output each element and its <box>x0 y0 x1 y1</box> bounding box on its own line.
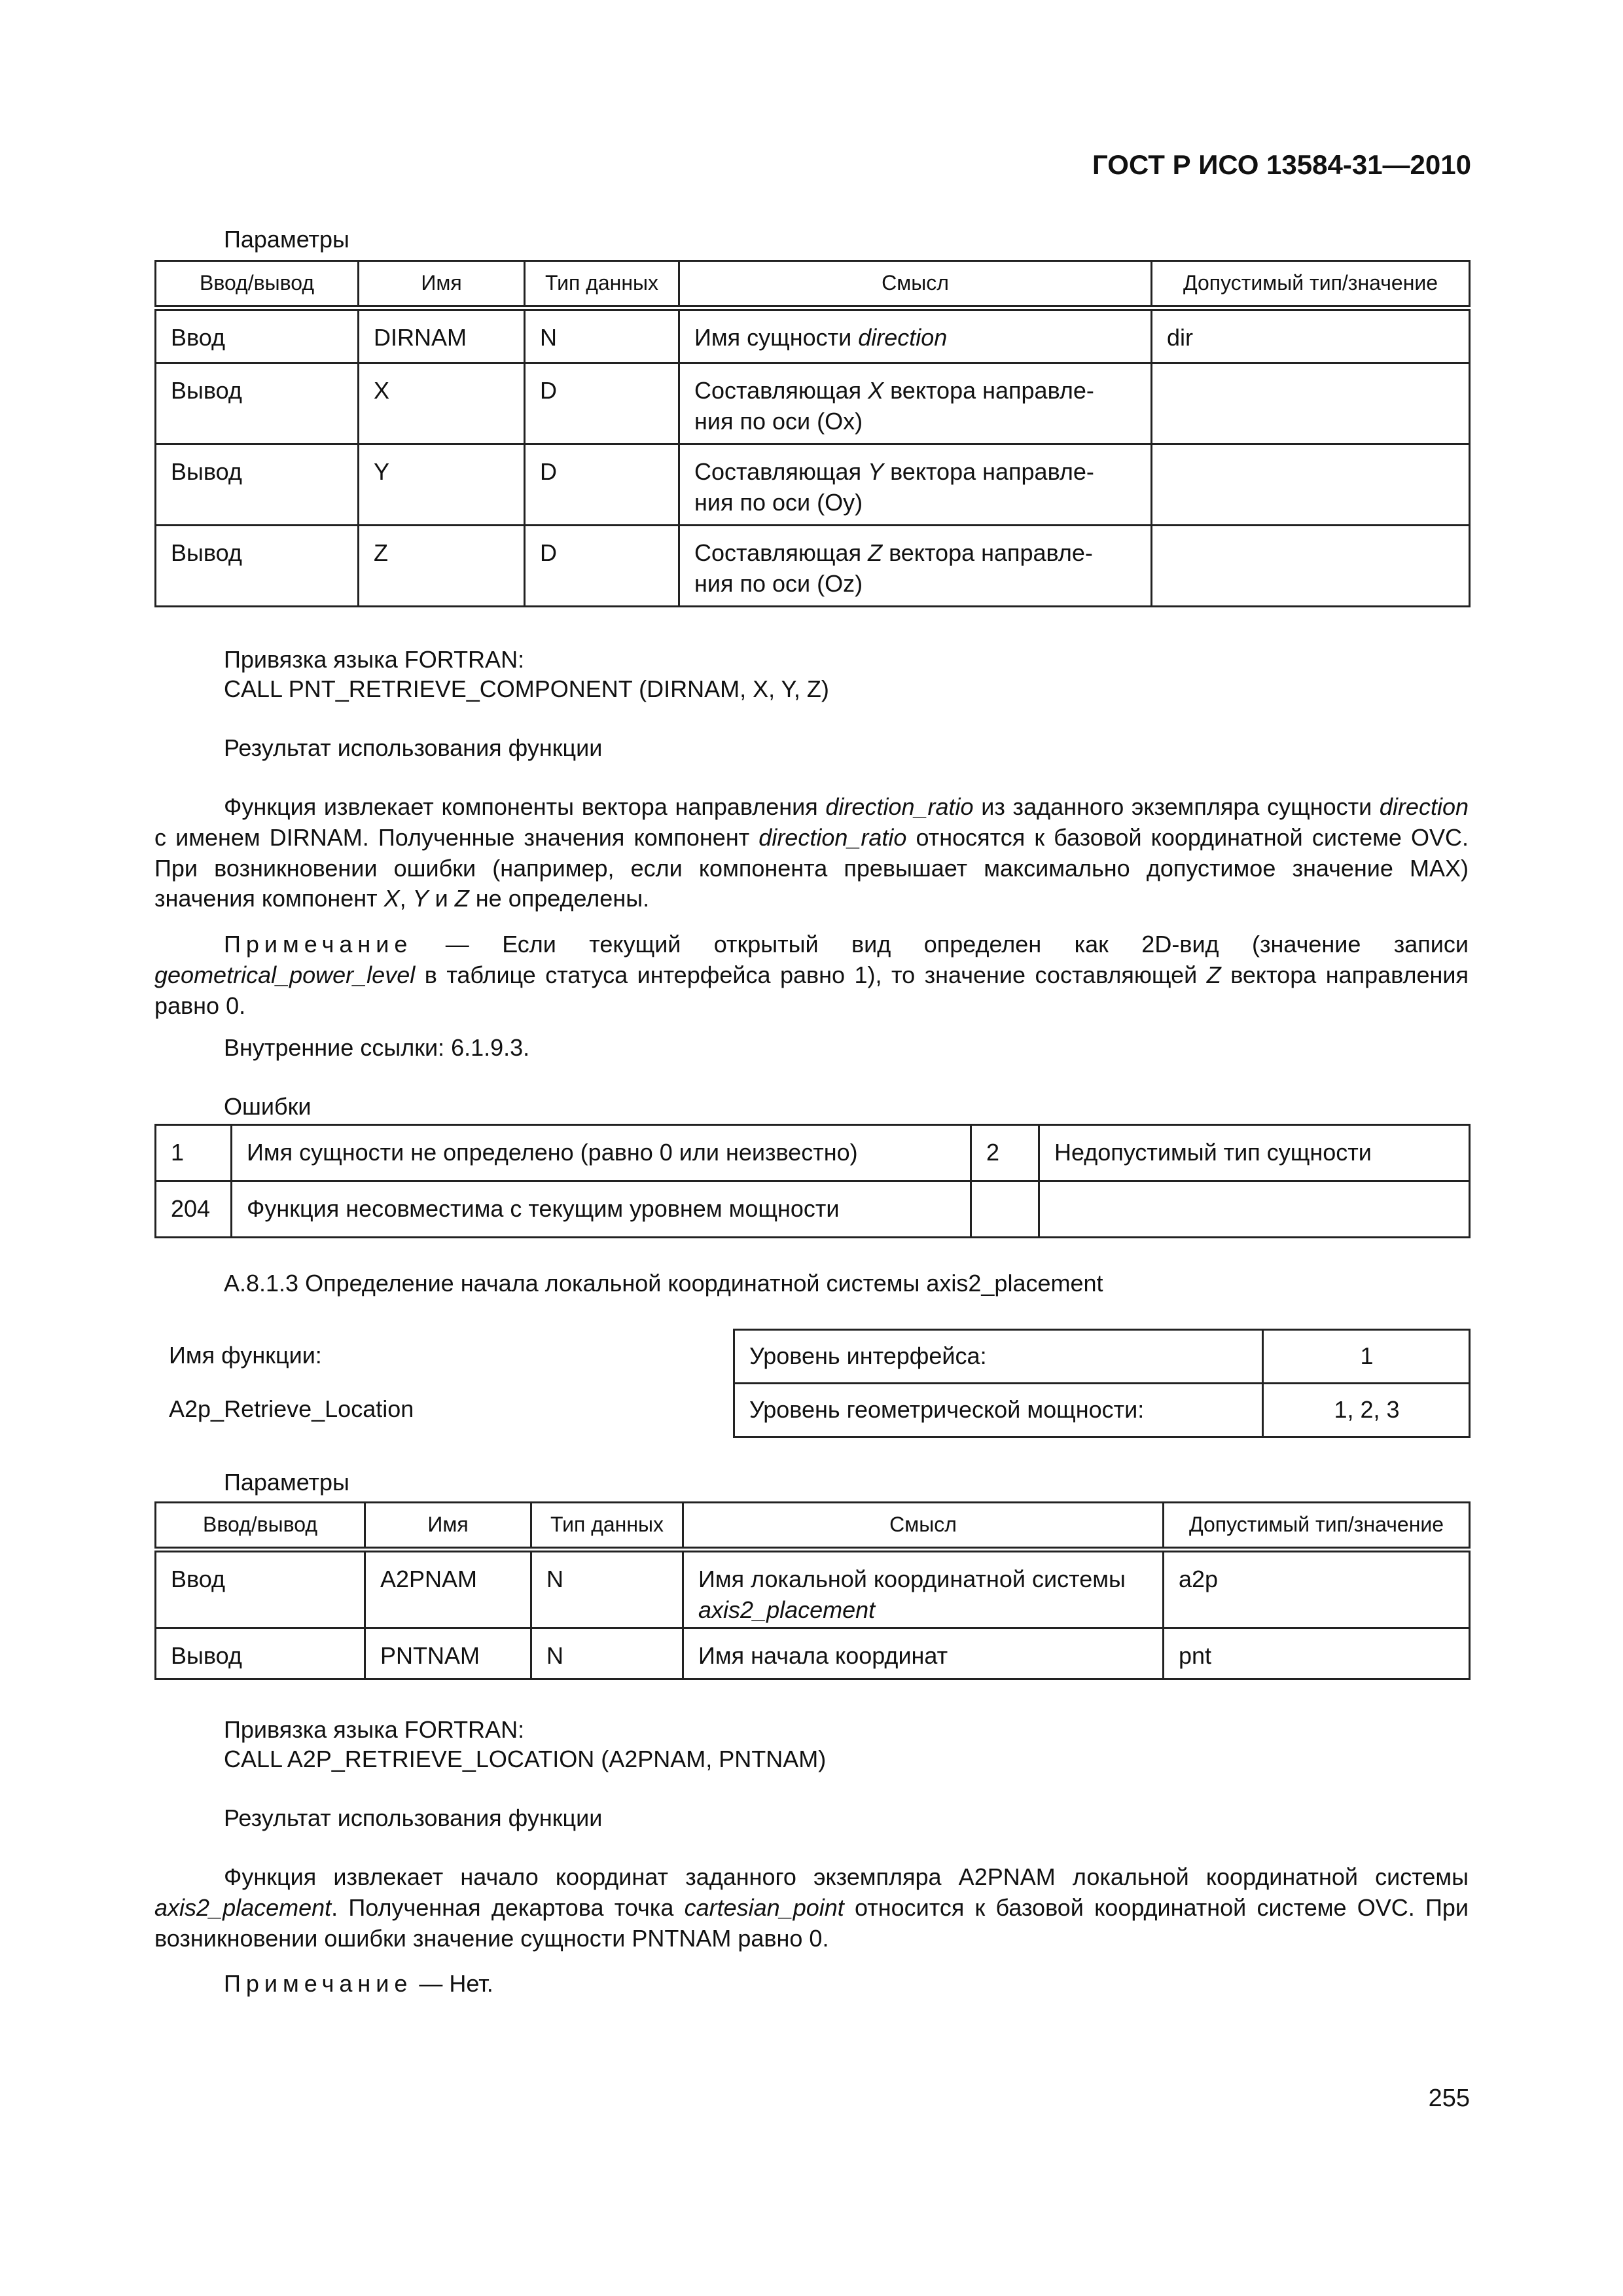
error-text <box>1039 1181 1470 1238</box>
table-row <box>156 444 1470 526</box>
col-header-type: Тип данных <box>525 261 679 308</box>
table-row <box>156 363 1470 444</box>
cell-meaning: Составляющая Y вектора направле- ния по оси (Oy) <box>679 444 1152 526</box>
result-text-2: Функция извлекает начало координат заданного экземпляра A2PNAM локальной координатной системы axis2_placement. Полученная декартова точка cartesian_point относится к базовой координатной системе OVC. При возникновении ошибки значение сущности PNTNAM равно 0. <box>154 1863 1469 1952</box>
cell-meaning: Имя локальной координатной системы axis2_placement <box>683 1550 1164 1628</box>
table-row <box>734 1384 1470 1437</box>
params-table-1 <box>154 260 1471 607</box>
cell-allowed <box>1152 444 1470 526</box>
note-label: Примечание <box>224 1970 413 1997</box>
params-label-1: Параметры <box>224 226 349 253</box>
table-row <box>156 1628 1470 1679</box>
cell-allowed <box>1152 526 1470 607</box>
params-table-2 <box>154 1501 1471 1680</box>
table-row <box>156 526 1470 607</box>
result-label-2: Результат использования функции <box>224 1804 603 1831</box>
result-text-1: Функция извлекает компоненты вектора направления direction_ratio из заданного экземпляра сущности direction с именем DIRNAM. Полученные значения компонент direction_ratio относятся к базовой координатной системе OVC. При возникновении ошибки (например, если компонента превышает максимально допустимое значение MAX) значения компонент X, Y и Z не определены. <box>154 793 1469 912</box>
error-code: 1 <box>156 1125 232 1181</box>
section-title: A.8.1.3 Определение начала локальной координатной системы axis2_placement <box>224 1270 1103 1297</box>
func-name-label: Имя функции: <box>169 1342 322 1369</box>
cell-type: N <box>531 1550 683 1628</box>
cell-allowed <box>1152 363 1470 444</box>
cell-name: Y <box>359 444 525 526</box>
params-label-2: Параметры <box>224 1469 349 1496</box>
cell-type: D <box>525 444 679 526</box>
error-text: Имя сущности не определено (равно 0 или неизвестно) <box>232 1125 971 1181</box>
cell-name: PNTNAM <box>365 1628 531 1679</box>
cell-io: Ввод <box>156 308 359 363</box>
cell-type: N <box>525 308 679 363</box>
col-header-io: Ввод/вывод <box>156 1503 365 1550</box>
error-text: Функция несовместима с текущим уровнем мощности <box>232 1181 971 1238</box>
table-row <box>156 308 1470 363</box>
fortran-call-1: CALL PNT_RETRIEVE_COMPONENT (DIRNAM, X, Y, Z) <box>224 675 829 702</box>
note-1: Примечание — Если текущий открытый вид определен как 2D-вид (значение записи geometrical_power_level в таблице статуса интерфейса равно 1), то значение составляющей Z вектора направления равно 0. <box>154 931 1469 1019</box>
col-header-type: Тип данных <box>531 1503 683 1550</box>
geom-label: Уровень геометрической мощности: <box>734 1384 1263 1437</box>
col-header-allowed: Допустимый тип/значение <box>1152 261 1470 308</box>
level-value: 1 <box>1263 1330 1470 1384</box>
errors-label: Ошибки <box>224 1093 312 1120</box>
col-header-name: Имя <box>359 261 525 308</box>
cell-meaning: Имя начала координат <box>683 1628 1164 1679</box>
errors-table <box>154 1124 1471 1238</box>
note-2: Примечание — Нет. <box>224 1970 493 1997</box>
cell-name: A2PNAM <box>365 1550 531 1628</box>
fortran-label-1: Привязка языка FORTRAN: <box>224 646 525 673</box>
col-header-io: Ввод/вывод <box>156 261 359 308</box>
error-code: 2 <box>971 1125 1039 1181</box>
level-label: Уровень интерфейса: <box>734 1330 1263 1384</box>
table-row <box>734 1330 1470 1384</box>
error-code: 204 <box>156 1181 232 1238</box>
cell-io: Вывод <box>156 444 359 526</box>
col-header-allowed: Допустимый тип/значение <box>1164 1503 1470 1550</box>
cell-io: Вывод <box>156 1628 365 1679</box>
cell-meaning: Имя сущности direction <box>679 308 1152 363</box>
error-text: Недопустимый тип сущности <box>1039 1125 1470 1181</box>
cell-io: Вывод <box>156 526 359 607</box>
col-header-name: Имя <box>365 1503 531 1550</box>
fortran-call-2: CALL A2P_RETRIEVE_LOCATION (A2PNAM, PNTNAM) <box>224 1746 827 1772</box>
cell-allowed: dir <box>1152 308 1470 363</box>
internal-refs: Внутренние ссылки: 6.1.9.3. <box>224 1034 530 1061</box>
table-row <box>156 1125 1470 1181</box>
table-row <box>156 1181 1470 1238</box>
geom-value: 1, 2, 3 <box>1263 1384 1470 1437</box>
result-label-1: Результат использования функции <box>224 734 603 761</box>
fortran-label-2: Привязка языка FORTRAN: <box>224 1716 525 1743</box>
col-header-meaning: Смысл <box>683 1503 1164 1550</box>
cell-name: Z <box>359 526 525 607</box>
cell-name: X <box>359 363 525 444</box>
table-row <box>156 1550 1470 1628</box>
col-header-meaning: Смысл <box>679 261 1152 308</box>
error-code <box>971 1181 1039 1238</box>
cell-type: D <box>525 363 679 444</box>
cell-meaning: Составляющая Z вектора направле- ния по оси (Oz) <box>679 526 1152 607</box>
page-number: 255 <box>1428 2085 1470 2112</box>
document-header: ГОСТ Р ИСО 13584-31—2010 <box>1092 149 1471 180</box>
func-name: A2p_Retrieve_Location <box>169 1395 414 1422</box>
cell-meaning: Составляющая X вектора направле- ния по оси (Ox) <box>679 363 1152 444</box>
cell-type: N <box>531 1628 683 1679</box>
cell-type: D <box>525 526 679 607</box>
note-label: Примечание <box>224 931 413 958</box>
cell-io: Вывод <box>156 363 359 444</box>
level-table <box>733 1329 1471 1438</box>
cell-io: Ввод <box>156 1550 365 1628</box>
cell-name: DIRNAM <box>359 308 525 363</box>
cell-allowed: pnt <box>1164 1628 1470 1679</box>
cell-allowed: a2p <box>1164 1550 1470 1628</box>
